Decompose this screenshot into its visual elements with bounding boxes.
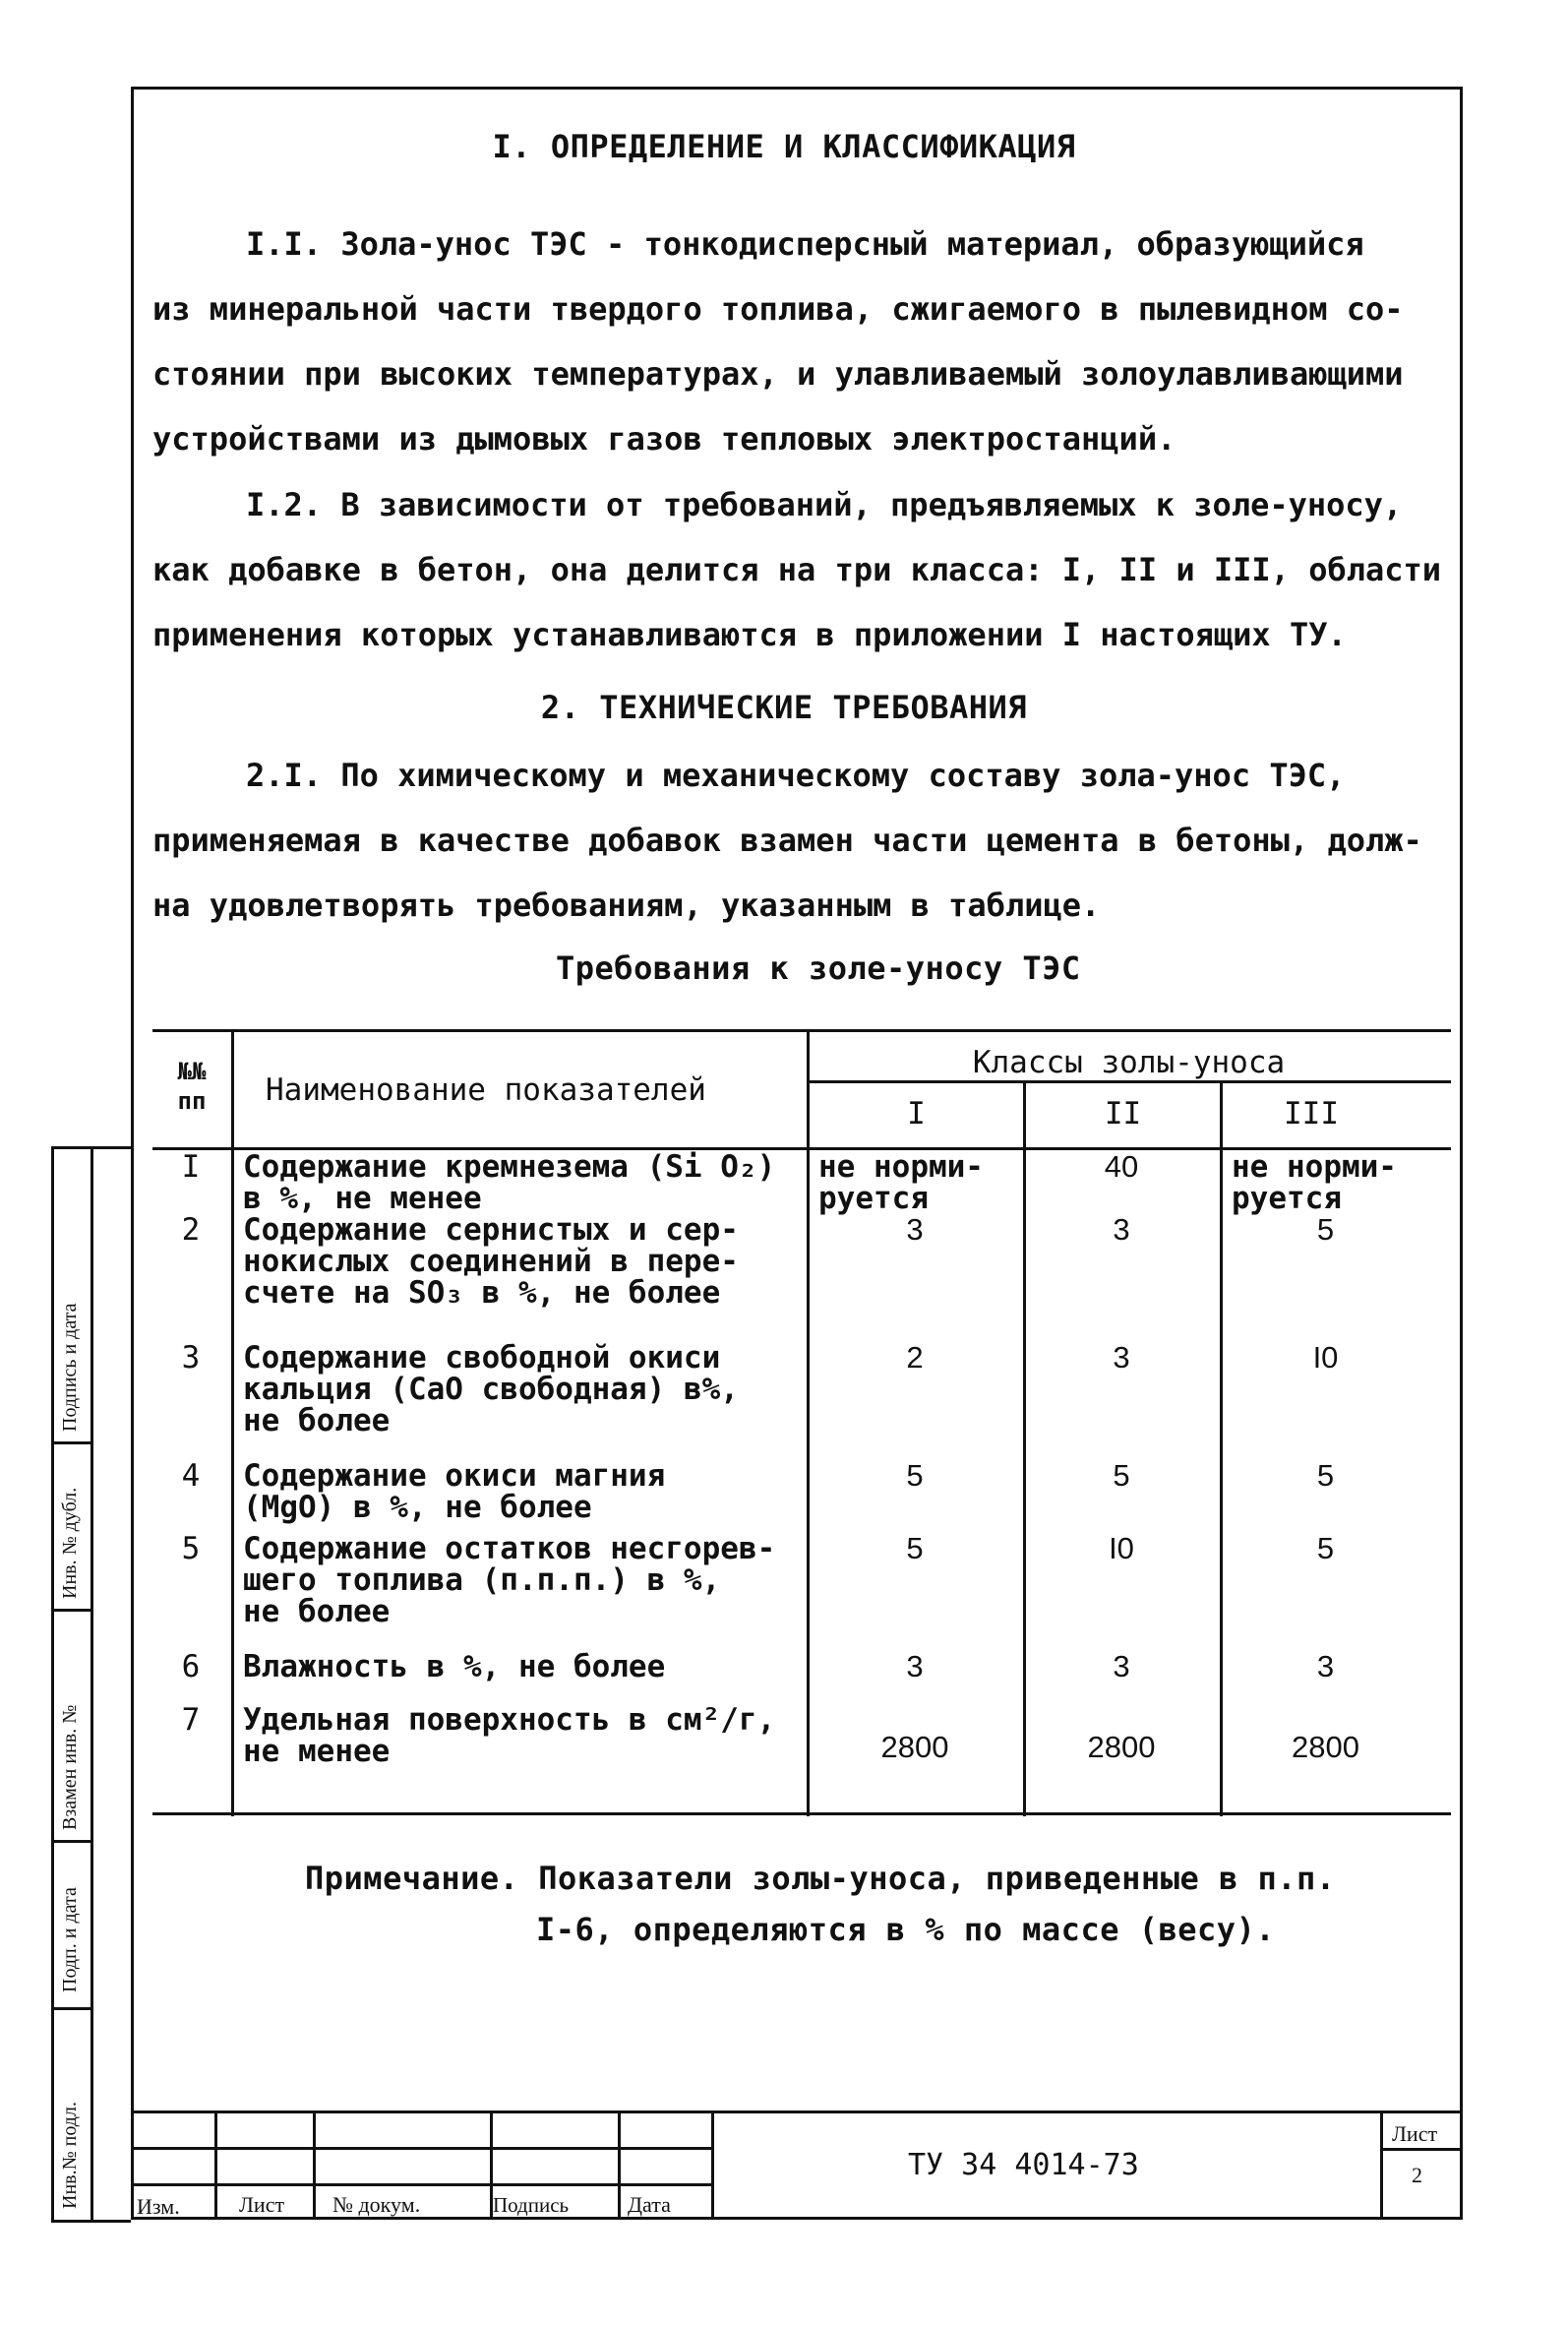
row-value-class-3 [1220,1533,1431,1564]
row-value-line: 5 [1316,1458,1335,1493]
row-number: 4 [181,1458,201,1494]
row-value-line: 5 [1316,1212,1335,1247]
header-num-line: №№ [177,1058,207,1085]
row-indicator-line: Влажность в %, не более [243,1649,666,1684]
row-value-line: I0 [1109,1531,1134,1565]
header-num [154,1057,229,1116]
tb-col-line [618,2111,621,2220]
table-top-border [152,1029,1451,1032]
tb-col-line [711,2111,714,2220]
row-indicator-line: шего топлива (п.п.п.) в %, [243,1562,721,1598]
table-col-divider [1220,1080,1223,1816]
table-caption: Требования к золе-уносу ТЭС [556,949,1081,987]
strip-cell-divider [51,1609,90,1612]
strip-label-dubl: Инв. № дубл. [59,1487,81,1599]
row-value-class-2 [1023,1732,1220,1763]
paragraph-line: I.2. В зависимости от требований, предъявляемых к золе-уносу, [246,486,1403,523]
tb-sheet-number: 2 [1412,2163,1422,2187]
title-block [131,2111,1463,2220]
row-value-class-1 [807,1342,1023,1374]
row-indicator-line: в %, не менее [243,1181,482,1216]
row-value-class-3 [1220,1214,1431,1246]
row-value-class-3 [1220,1342,1431,1374]
row-number: 2 [181,1212,201,1248]
row-indicator-name [243,1151,804,1214]
row-value-class-2 [1023,1651,1220,1683]
row-indicator-line: Содержание кремнезема (Si O₂) [243,1149,776,1185]
header-class-2: II [1104,1096,1142,1132]
row-value-class-3 [1220,1460,1431,1492]
row-value-line: 3 [1113,1340,1130,1375]
row-indicator-line: не менее [243,1734,391,1769]
row-value-class-2 [1023,1533,1220,1564]
row-value-line: 3 [1113,1649,1130,1683]
row-value-class-3 [1232,1151,1427,1214]
row-indicator-name [243,1342,804,1437]
row-value-line: не норми- [1232,1149,1397,1185]
tb-row-line [131,2183,711,2186]
header-num-line: пп [177,1087,207,1115]
row-value-class-1 [807,1214,1023,1246]
row-value-line: 5 [1316,1531,1335,1565]
paragraph-2-1 [152,743,1441,938]
paragraph-line: из минеральной части твердого топлива, сжигаемого в пылевидном со- [152,290,1404,328]
row-value-class-1 [807,1533,1023,1564]
row-number: 5 [181,1531,201,1566]
row-indicator-name [243,1704,804,1767]
row-indicator-line: Содержание свободной окиси [243,1340,721,1376]
section-1-title: I. ОПРЕДЕЛЕНИЕ И КЛАССИФИКАЦИЯ [492,128,1076,165]
row-value-line: 5 [1113,1458,1130,1493]
row-number: 3 [181,1340,201,1376]
strip-label-inv-podl: Инв.№ подл. [59,2102,81,2209]
header-name: Наименование показателей [266,1072,706,1108]
row-indicator-name [243,1214,804,1309]
tb-date: Дата [628,2192,671,2217]
row-indicator-line: (MgO) в %, не более [243,1490,592,1525]
row-value-class-1 [818,1151,1019,1214]
tb-row-line [131,2147,711,2150]
tb-col-line [1380,2111,1383,2220]
row-value-line: 2800 [1292,1730,1359,1764]
row-value-class-1 [807,1651,1023,1683]
row-indicator-line: Содержание окиси магния [243,1458,666,1494]
paragraph-line: устройствами из дымовых газов тепловых электростанций. [152,420,1176,458]
strip-label-vzamen: Взамен инв. № [59,1704,81,1830]
row-value-class-2 [1023,1151,1220,1183]
paragraph-line: 2.I. По химическому и механическому составу зола-унос ТЭС, [246,757,1346,794]
row-value-line: руется [1232,1181,1342,1216]
row-value-line: 3 [1316,1649,1335,1683]
row-number: 7 [181,1702,201,1738]
header-class-3: III [1284,1096,1339,1132]
paragraph-line: I.I. Зола-унос ТЭС - тонкодисперсный материал, образующийся [246,225,1364,263]
row-value-line: 3 [1113,1212,1130,1247]
section-2-title: 2. ТЕХНИЧЕСКИЕ ТРЕБОВАНИЯ [540,689,1028,726]
row-value-line: 3 [906,1649,924,1683]
row-value-line: 5 [906,1531,924,1565]
table-col-divider [231,1029,234,1816]
row-value-line: не норми- [818,1149,984,1185]
strip-cell-divider [51,2007,90,2010]
strip-label-podpis: Подпись и дата [59,1303,81,1432]
table-classes-rule [807,1080,1451,1083]
tb-document-code: ТУ 34 4014-73 [908,2148,1139,2182]
tb-izm: Изм. [137,2194,180,2219]
strip-top-border [51,1146,131,1149]
tb-col-line [313,2111,316,2220]
paragraph-1-1 [152,212,1441,471]
row-value-class-2 [1023,1342,1220,1374]
row-indicator-name [243,1533,804,1627]
row-value-class-3 [1220,1732,1431,1763]
table-bottom-border [152,1812,1451,1815]
row-value-class-2 [1023,1460,1220,1492]
row-indicator-line: кальция (CaO свободная) в%, [243,1372,739,1407]
row-indicator-name [243,1460,804,1523]
row-value-line: 2 [906,1340,924,1375]
row-indicator-line: Удельная поверхность в см²/г, [243,1702,776,1738]
paragraph-line: на удовлетворять требованиям, указанным в таблице. [152,887,1101,924]
row-value-class-2 [1023,1214,1220,1246]
row-indicator-name [243,1651,804,1683]
tb-sheet-label: Лист [1392,2121,1438,2146]
row-value-line: 40 [1104,1149,1139,1184]
paragraph-line: как добавке в бетон, она делится на три класса: I, II и III, области [152,551,1442,588]
row-indicator-line: Содержание сернистых и сер- [243,1212,739,1248]
row-indicator-line: не более [243,1594,391,1629]
row-value-line: I0 [1312,1340,1339,1375]
tb-doc-no: № докум. [332,2192,421,2217]
tb-list: Лист [239,2192,285,2217]
row-value-line: 2800 [1087,1730,1156,1764]
table-col-divider [1023,1080,1026,1816]
tb-top-border [131,2111,1463,2113]
strip-cell-divider [51,1441,90,1444]
row-value-class-1 [807,1460,1023,1492]
row-indicator-line: не более [243,1403,391,1438]
row-value-line: 2800 [880,1730,949,1764]
paragraph-line: применяемая в качестве добавок взамен части цемента в бетоны, долж- [152,822,1422,859]
row-value-class-3 [1220,1651,1431,1683]
strip-border [51,1146,54,2220]
row-number: 6 [181,1649,201,1684]
row-value-line: 5 [906,1458,924,1493]
row-indicator-line: Содержание остатков несгорев- [243,1531,776,1566]
paragraph-1-2 [152,472,1441,667]
table-col-divider [807,1029,810,1816]
strip-divider [90,1146,93,2220]
paragraph-line: стоянии при высоких температурах, и улавливаемый золоулавливающими [152,355,1404,393]
header-class-1: I [907,1096,926,1132]
strip-cell-divider [51,1840,90,1843]
row-value-line: руется [818,1181,929,1216]
strip-label-podp-data: Подп. и дата [59,1887,81,1992]
note-line-2: I-6, определяются в % по массе (весу). [536,1911,1276,1948]
paragraph-line: применения которых устанавливаются в приложении I настоящих ТУ. [152,616,1347,653]
requirements-table [152,1029,1451,1816]
tb-signature: Подпись [493,2193,570,2217]
left-stamp-strip [51,1146,131,2220]
strip-bottom-border [51,2220,131,2223]
row-value-class-1 [807,1732,1023,1763]
row-value-line: 3 [906,1212,924,1247]
note-line-1: Примечание. Показатели золы-уноса, приведенные в п.п. [305,1860,1336,1897]
header-classes: Классы золы-уноса [972,1045,1286,1080]
row-indicator-line: счете на SO₃ в %, не более [243,1275,721,1311]
row-number: I [181,1149,201,1185]
tb-col-line [214,2111,217,2220]
row-indicator-line: нокислых соединений в пере- [243,1244,739,1279]
